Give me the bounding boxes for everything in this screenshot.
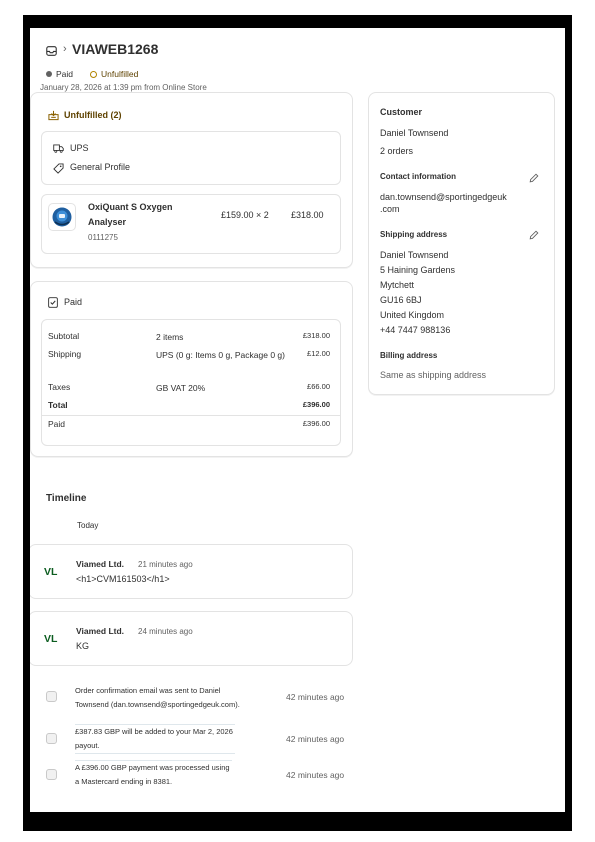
summary-divider — [42, 415, 340, 416]
shipping-profile: General Profile — [70, 162, 131, 172]
comment-time: 21 minutes ago — [138, 560, 193, 569]
order-page — [30, 28, 565, 812]
product-thumbnail[interactable] — [48, 203, 76, 231]
payment-status-badge — [46, 69, 73, 79]
unit-price: £159.00 × 2 — [221, 210, 269, 220]
contact-info-title: Contact information — [380, 172, 456, 181]
event-text-line1: £387.83 GBP will be added to your Mar 2, 2026 — [75, 727, 233, 736]
taxes-amount: £66.00 — [307, 382, 330, 391]
paid-dot-icon — [46, 71, 52, 77]
timeline-title: Timeline — [46, 493, 87, 504]
summary-row-subtotal — [48, 331, 334, 345]
subtotal-desc: 2 items — [156, 332, 184, 342]
fulfillment-status-label: Unfulfilled — [101, 69, 139, 79]
event-time: 42 minutes ago — [286, 770, 345, 780]
contact-email-line2[interactable]: .com — [380, 204, 400, 214]
address-line: Mytchett — [380, 280, 415, 290]
timeline-comment — [30, 544, 353, 599]
summary-row-total — [48, 400, 334, 414]
product-name-line1[interactable]: OxiQuant S Oxygen — [88, 202, 173, 212]
event-time: 42 minutes ago — [286, 692, 345, 702]
customer-orders-link[interactable]: 2 orders — [380, 146, 414, 156]
comment-body: KG — [76, 641, 90, 651]
line-total: £318.00 — [291, 210, 324, 220]
total-label: Total — [48, 400, 68, 410]
event-checkbox-icon[interactable] — [46, 769, 57, 780]
comment-author: Viamed Ltd. — [76, 626, 125, 636]
billing-address-title: Billing address — [380, 351, 438, 360]
timeline-event[interactable] — [75, 760, 232, 789]
comment-body: <h1>CVM161503</h1> — [76, 574, 170, 584]
address-line: United Kingdom — [380, 310, 445, 320]
payment-card-title: Paid — [64, 297, 83, 307]
chevron-right-icon: › — [63, 43, 67, 55]
contact-email-line1[interactable]: dan.townsend@sportingedgeuk — [380, 192, 507, 202]
page-title: VIAWEB1268 — [72, 41, 159, 57]
customer-card — [368, 92, 555, 395]
fulfillment-status-badge — [90, 69, 138, 79]
receipt-check-icon — [48, 297, 58, 308]
delivery-method-box — [41, 131, 341, 185]
subtotal-amount: £318.00 — [302, 331, 330, 340]
paid-label: Paid — [48, 419, 66, 429]
product-name-line2[interactable]: Analyser — [88, 217, 127, 227]
truck-icon — [53, 144, 64, 153]
address-line: GU16 6BJ — [380, 295, 422, 305]
customer-card-title: Customer — [380, 107, 423, 117]
carrier-name: UPS — [70, 143, 89, 153]
address-line: 5 Haining Gardens — [380, 265, 456, 275]
subtotal-label: Subtotal — [48, 331, 80, 341]
timeline-event[interactable] — [75, 684, 240, 712]
event-text-line2: Townsend (dan.townsend@sportingedgeuk.com). — [75, 700, 240, 709]
unfulfilled-dot-icon — [90, 71, 97, 78]
tag-icon — [53, 163, 64, 174]
line-item[interactable] — [41, 194, 341, 254]
edit-shipping-pencil-icon[interactable] — [529, 230, 539, 240]
timeline-comment — [30, 611, 353, 666]
timeline-event[interactable] — [75, 724, 235, 754]
billing-address-value: Same as shipping address — [380, 370, 487, 380]
comment-time: 24 minutes ago — [138, 627, 193, 636]
fulfillment-card — [30, 92, 353, 268]
payment-card — [30, 281, 353, 457]
product-sku: 0111275 — [88, 233, 118, 242]
event-text-line1: Order confirmation email was sent to Daniel — [75, 686, 221, 695]
fulfillment-box-icon — [48, 110, 59, 121]
timeline-day: Today — [77, 521, 99, 530]
shipping-desc: UPS (0 g: Items 0 g, Package 0 g) — [156, 350, 285, 360]
address-line: Daniel Townsend — [380, 250, 449, 260]
shipping-address-title: Shipping address — [380, 230, 448, 239]
address-phone: +44 7447 988136 — [380, 325, 451, 335]
payment-summary — [41, 319, 341, 446]
paid-amount: £396.00 — [302, 419, 330, 428]
oxygen-analyser-image — [51, 206, 73, 228]
event-text-line2: payout. — [75, 741, 100, 750]
event-text-line2: a Mastercard ending in 8381. — [75, 777, 173, 786]
comment-avatar: VL — [44, 633, 58, 645]
event-time: 42 minutes ago — [286, 734, 345, 744]
comment-avatar: VL — [44, 566, 58, 578]
inbox-icon — [46, 46, 57, 56]
customer-name-link[interactable]: Daniel Townsend — [380, 128, 449, 138]
shipping-amount: £12.00 — [307, 349, 330, 358]
event-checkbox-icon[interactable] — [46, 691, 57, 702]
order-date: January 28, 2026 at 1:39 pm from Online Store — [40, 83, 207, 92]
payment-status-label: Paid — [56, 69, 74, 79]
total-amount: £396.00 — [302, 400, 330, 409]
taxes-label: Taxes — [48, 382, 71, 392]
taxes-desc: GB VAT 20% — [156, 383, 206, 393]
summary-row-paid — [48, 419, 334, 433]
event-checkbox-icon[interactable] — [46, 733, 57, 744]
fulfillment-card-title: Unfulfilled (2) — [64, 110, 122, 120]
edit-contact-pencil-icon[interactable] — [529, 173, 539, 183]
shipping-label: Shipping — [48, 349, 82, 359]
comment-author: Viamed Ltd. — [76, 559, 125, 569]
event-text-line1: A £396.00 GBP payment was processed using — [75, 763, 230, 772]
summary-row-taxes — [48, 382, 334, 396]
summary-row-shipping — [48, 349, 334, 379]
